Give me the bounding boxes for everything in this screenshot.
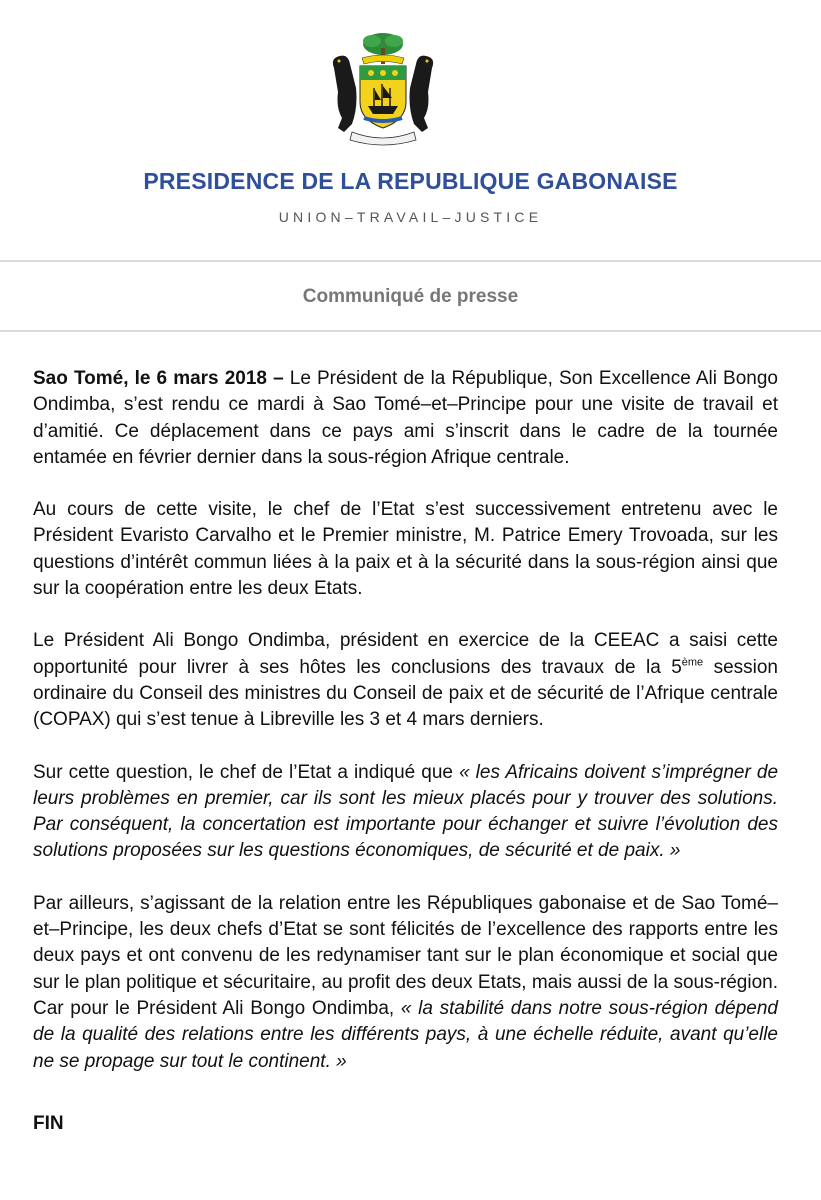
gabon-coat-of-arms-icon (322, 28, 444, 148)
dateline: Sao Tomé, le 6 mars 2018 – (33, 368, 284, 389)
paragraph-2-text: Au cours de cette visite, le chef de l’Etat s’est successivement entretenu avec le Président Evaristo Carvalho et le Premier ministre, M. Patrice Emery Trovoada, sur les questions d’intérêt commun liées à la paix et à la sécurité dans la sous-région ainsi que sur la coopération entre les deux Etats. (33, 499, 778, 600)
paragraph-1-text: Le Président de la République, Son Excellence Ali Bongo Ondimba, s’est rendu ce mardi à Sao Tomé–et–Principe pour une visite de travail et d’amitié. Ce déplacement dans ce pays ami s’inscrit dans le cadre de la tournée entamée en février dernier dans la sous-région Afrique centrale. (33, 368, 778, 468)
paragraph-5 (33, 891, 778, 1075)
paragraph-1 (33, 366, 778, 471)
national-motto: UNION–TRAVAIL–JUSTICE (278, 209, 543, 225)
ordinal-superscript: ème (681, 656, 704, 669)
document-heading: Communiqué de presse (302, 286, 519, 307)
paragraph-3 (33, 628, 778, 733)
paragraph-3-text-before: Le Président Ali Bongo Ondimba, président en exercice de la CEEAC a saisi cette opportunité pour livrer à ses hôtes les conclusions des travaux de la 5 (33, 630, 778, 678)
paragraph-5-quote: « la stabilité dans notre sous-région dépend de la qualité des relations entre les différents pays, à une échelle réduite, avant qu’elle ne se propage sur tout le continent. » (33, 997, 779, 1072)
header-divider (0, 260, 821, 262)
end-marker: FIN (33, 1113, 64, 1134)
press-release-body (33, 366, 778, 1101)
paragraph-4-quote: « les Africains doivent s’imprégner de leurs problèmes en premier, car ils sont les mieux placés pour y trouver des solutions. Par conséquent, la concertation est importante pour échanger et suivre l’évolution des solutions proposées sur les questions économiques, de sécurité et de paix. » (33, 761, 779, 862)
page-title: PRESIDENCE DE LA REPUBLIQUE GABONAISE (143, 168, 678, 194)
paragraph-3-text-after: session ordinaire du Conseil des ministres du Conseil de paix et de sécurité de l’Afrique centrale (COPAX) qui s’est tenue à Libreville les 3 et 4 mars derniers. (33, 656, 779, 731)
paragraph-4-text: Sur cette question, le chef de l’Etat a indiqué que (33, 761, 460, 783)
paragraph-5-text: Par ailleurs, s’agissant de la relation entre les Républiques gabonaise et de Sao Tomé–et–Principe, les deux chefs d’Etat se sont félicités de l’excellence des rapports entre les deux pays et ont convenu de les redynamiser tant sur le plan économique et social que sur le plan politique et sécuritaire, au profit des deux Etats, mais aussi de la sous-région. Car pour le Président Ali Bongo Ondimba, (33, 892, 778, 1019)
paragraph-4 (33, 760, 778, 865)
paragraph-2 (33, 497, 778, 602)
heading-divider (0, 330, 821, 332)
